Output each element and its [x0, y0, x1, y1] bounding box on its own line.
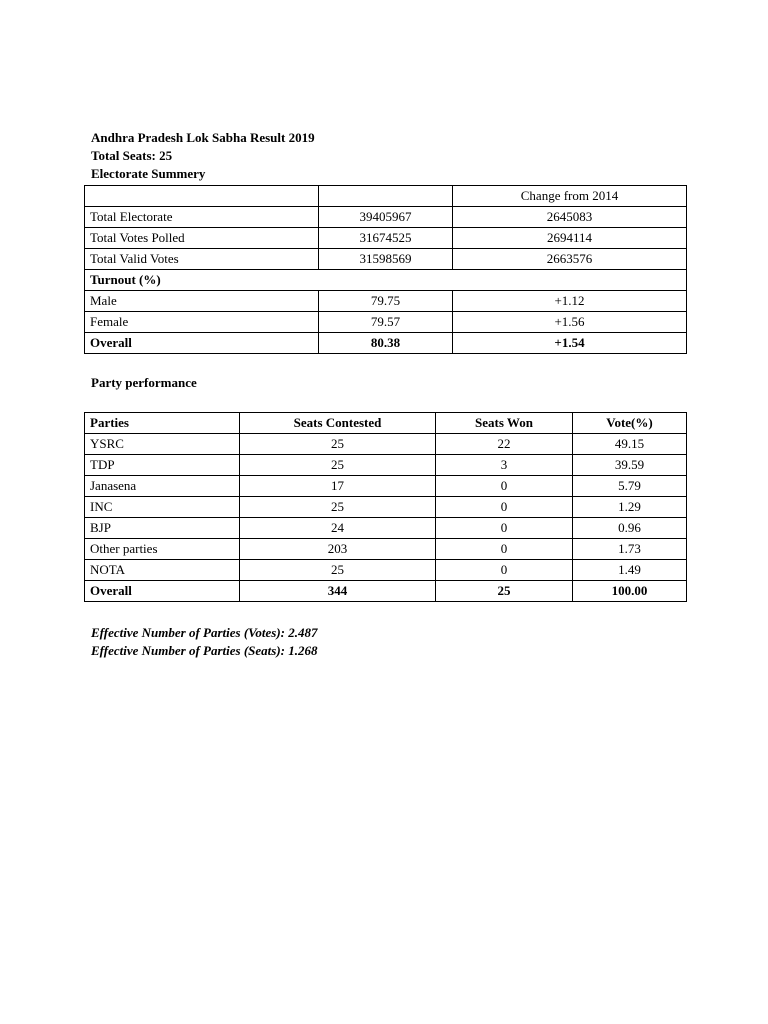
- table-total-row: [85, 581, 687, 602]
- table-row: [85, 249, 687, 270]
- enp-votes-note: Effective Number of Parties (Votes): 2.487: [91, 625, 318, 640]
- party-performance-heading: Party performance: [91, 375, 197, 390]
- page-title: Andhra Pradesh Lok Sabha Result 2019: [91, 130, 315, 145]
- party-name: YSRC: [85, 434, 240, 455]
- column-header: Seats Contested: [240, 413, 436, 434]
- column-header: Parties: [85, 413, 240, 434]
- party-name: NOTA: [85, 560, 240, 581]
- vote-percent: 1.49: [573, 560, 687, 581]
- seats-won: 0: [436, 518, 573, 539]
- seats-won: 0: [436, 497, 573, 518]
- seats-won: 25: [436, 581, 573, 602]
- turnout-heading: Turnout (%): [85, 270, 687, 291]
- table-row: [85, 291, 687, 312]
- seats-won: 22: [436, 434, 573, 455]
- table-row: [85, 312, 687, 333]
- row-value: 31598569: [319, 249, 453, 270]
- enp-seats-note: Effective Number of Parties (Seats): 1.268: [91, 643, 318, 658]
- electorate-summary-table: [84, 185, 687, 354]
- seats-contested: 25: [240, 434, 436, 455]
- vote-percent: 5.79: [573, 476, 687, 497]
- table-header-row: [85, 413, 687, 434]
- seats-contested: 25: [240, 497, 436, 518]
- seats-contested: 24: [240, 518, 436, 539]
- seats-contested: 25: [240, 560, 436, 581]
- table-row: [85, 560, 687, 581]
- party-name: INC: [85, 497, 240, 518]
- party-name: Overall: [85, 581, 240, 602]
- vote-percent: 100.00: [573, 581, 687, 602]
- row-change: +1.54: [453, 333, 687, 354]
- table-row: [85, 518, 687, 539]
- row-change: +1.56: [453, 312, 687, 333]
- table-row: [85, 434, 687, 455]
- column-header: Seats Won: [436, 413, 573, 434]
- table-row: [85, 497, 687, 518]
- row-value: 31674525: [319, 228, 453, 249]
- total-seats-label: Total Seats: 25: [91, 148, 173, 163]
- change-column-header: Change from 2014: [453, 186, 687, 207]
- row-value: 39405967: [319, 207, 453, 228]
- seats-won: 0: [436, 560, 573, 581]
- party-name: Other parties: [85, 539, 240, 560]
- row-label: Female: [85, 312, 319, 333]
- row-value: 80.38: [319, 333, 453, 354]
- party-name: TDP: [85, 455, 240, 476]
- vote-percent: 49.15: [573, 434, 687, 455]
- row-value: 79.57: [319, 312, 453, 333]
- row-label: Total Electorate: [85, 207, 319, 228]
- seats-contested: 344: [240, 581, 436, 602]
- table-row: [85, 186, 687, 207]
- vote-percent: 1.73: [573, 539, 687, 560]
- table-row: [85, 539, 687, 560]
- column-header: Vote(%): [573, 413, 687, 434]
- vote-percent: 0.96: [573, 518, 687, 539]
- row-label: Total Votes Polled: [85, 228, 319, 249]
- table-cell: [85, 186, 319, 207]
- row-change: +1.12: [453, 291, 687, 312]
- seats-contested: 25: [240, 455, 436, 476]
- party-performance-table: [84, 412, 687, 602]
- table-row: [85, 207, 687, 228]
- table-row: [85, 228, 687, 249]
- seats-won: 0: [436, 476, 573, 497]
- row-label: Overall: [85, 333, 319, 354]
- row-label: Total Valid Votes: [85, 249, 319, 270]
- row-change: 2694114: [453, 228, 687, 249]
- electorate-summary-heading: Electorate Summery: [91, 166, 206, 181]
- row-value: 79.75: [319, 291, 453, 312]
- row-change: 2663576: [453, 249, 687, 270]
- vote-percent: 1.29: [573, 497, 687, 518]
- vote-percent: 39.59: [573, 455, 687, 476]
- row-change: 2645083: [453, 207, 687, 228]
- party-name: Janasena: [85, 476, 240, 497]
- seats-contested: 203: [240, 539, 436, 560]
- seats-won: 3: [436, 455, 573, 476]
- table-row: [85, 476, 687, 497]
- table-cell: [319, 186, 453, 207]
- party-name: BJP: [85, 518, 240, 539]
- row-label: Male: [85, 291, 319, 312]
- table-row: [85, 455, 687, 476]
- seats-won: 0: [436, 539, 573, 560]
- table-row: [85, 270, 687, 291]
- seats-contested: 17: [240, 476, 436, 497]
- table-row: [85, 333, 687, 354]
